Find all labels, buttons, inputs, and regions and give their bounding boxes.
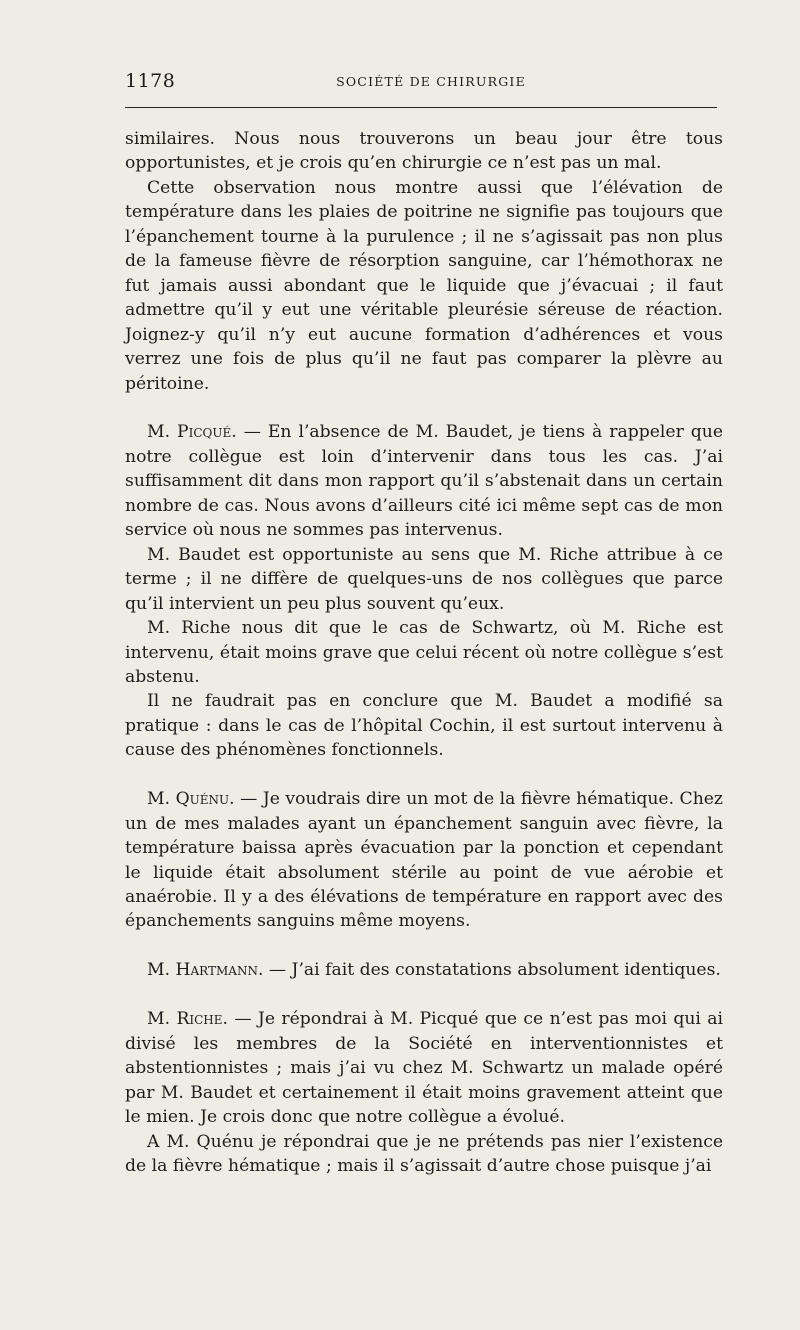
speaker-paragraph-quenu [125, 787, 723, 934]
header-rule [125, 107, 717, 108]
paragraph-text: — Je répondrai à M. Picqué que ce n’est pas moi qui ai divisé les membres de la Société en interventionnistes et abstentionnistes ; mais j’ai vu chez M. Schwartz un malade opéré par M. Baudet et certainement il était moins gravement atteint que le mien. Je crois donc que notre collègue a évolué. [125, 1009, 724, 1128]
speaker-paragraph-hartmann [125, 958, 723, 982]
paragraph: Il ne faudrait pas en conclure que M. Baudet a modifié sa pratique : dans le cas de l’hôpital Cochin, il est surtout intervenu à cause des phénomènes fonctionnels. [125, 691, 723, 761]
speaker-name: Riche. [176, 1009, 228, 1030]
paragraph: A M. Quénu je répondrai que je ne prétends pas nier l’existence de la fièvre hématique ; mais il s’agissait d’autre chose puisque j’ai [125, 1131, 723, 1176]
paragraph-text: — En l’absence de M. Baudet, je tiens à rappeler que notre collègue est loin d’intervenir dans tous les cas. J’ai suffisamment dit dans mon rapport qu’il s’abstenait dans un certain nombre de cas. Nous avons d’ailleurs cité ici même sept cas de mon service où nous ne sommes pas intervenus. [125, 422, 724, 541]
speaker-name: Hartmann. [175, 960, 264, 981]
speaker-paragraph-riche [125, 1007, 723, 1129]
speaker-prefix: M. [147, 1009, 171, 1030]
speaker-paragraph-picque [125, 420, 723, 542]
paragraph: M. Riche nous dit que le cas de Schwartz, où M. Riche est intervenu, était moins grave que celui récent où notre collègue s’est abstenu. [125, 618, 723, 687]
page-number: 1178 [125, 70, 176, 92]
paragraph-text: — Je voudrais dire un mot de la fièvre hématique. Chez un de mes malades ayant un épanchement sanguin avec fièvre, la température baissa après évacuation par la ponction et cependant le liquide était absolument stérile au point de vue aérobie et anaérobie. Il y a des élévations de température en rapport avec des épanchements sanguins même moyens. [125, 789, 723, 932]
speaker-prefix: M. [147, 789, 171, 810]
paragraph: M. Baudet est opportuniste au sens que M. Riche attribue à ce terme ; il ne diffère de quelques-uns de nos collègues que parce qu’il intervient un peu plus souvent qu’eux. [125, 544, 723, 614]
speaker-prefix: M. [147, 422, 171, 443]
paragraph: Cette observation nous montre aussi que l’élévation de température dans les plaies de poitrine ne signifie pas toujours que l’épanchement tourne à la purulence ; il ne s’agissait pas non plus de la fameuse fièvre de résorption sanguine, car l’hémothorax ne fut jamais aussi abondant que le liquide que j’évacuai ; il faut admettre qu’il y eut une véritable pleurésie séreuse de réaction. Joignez-y qu’il n’y eut aucune formation d’adhérences et vous verrez une fois de plus qu’il ne faut pas comparer la plèvre au péritoine. [125, 177, 723, 394]
running-title: SOCIÉTÉ DE CHIRURGIE [336, 74, 526, 89]
paragraph: similaires. Nous nous trouverons un beau jour être tous opportunistes, et je crois qu’en chirurgie ce n’est pas un mal. [125, 129, 723, 174]
body-text [125, 127, 723, 1178]
speaker-name: Picqué. [177, 422, 237, 443]
speaker-prefix: M. [147, 960, 171, 981]
speaker-name: Quénu. [175, 789, 235, 810]
paragraph-text: — J’ai fait des constatations absolument identiques. [268, 960, 721, 981]
page-header [125, 70, 717, 96]
